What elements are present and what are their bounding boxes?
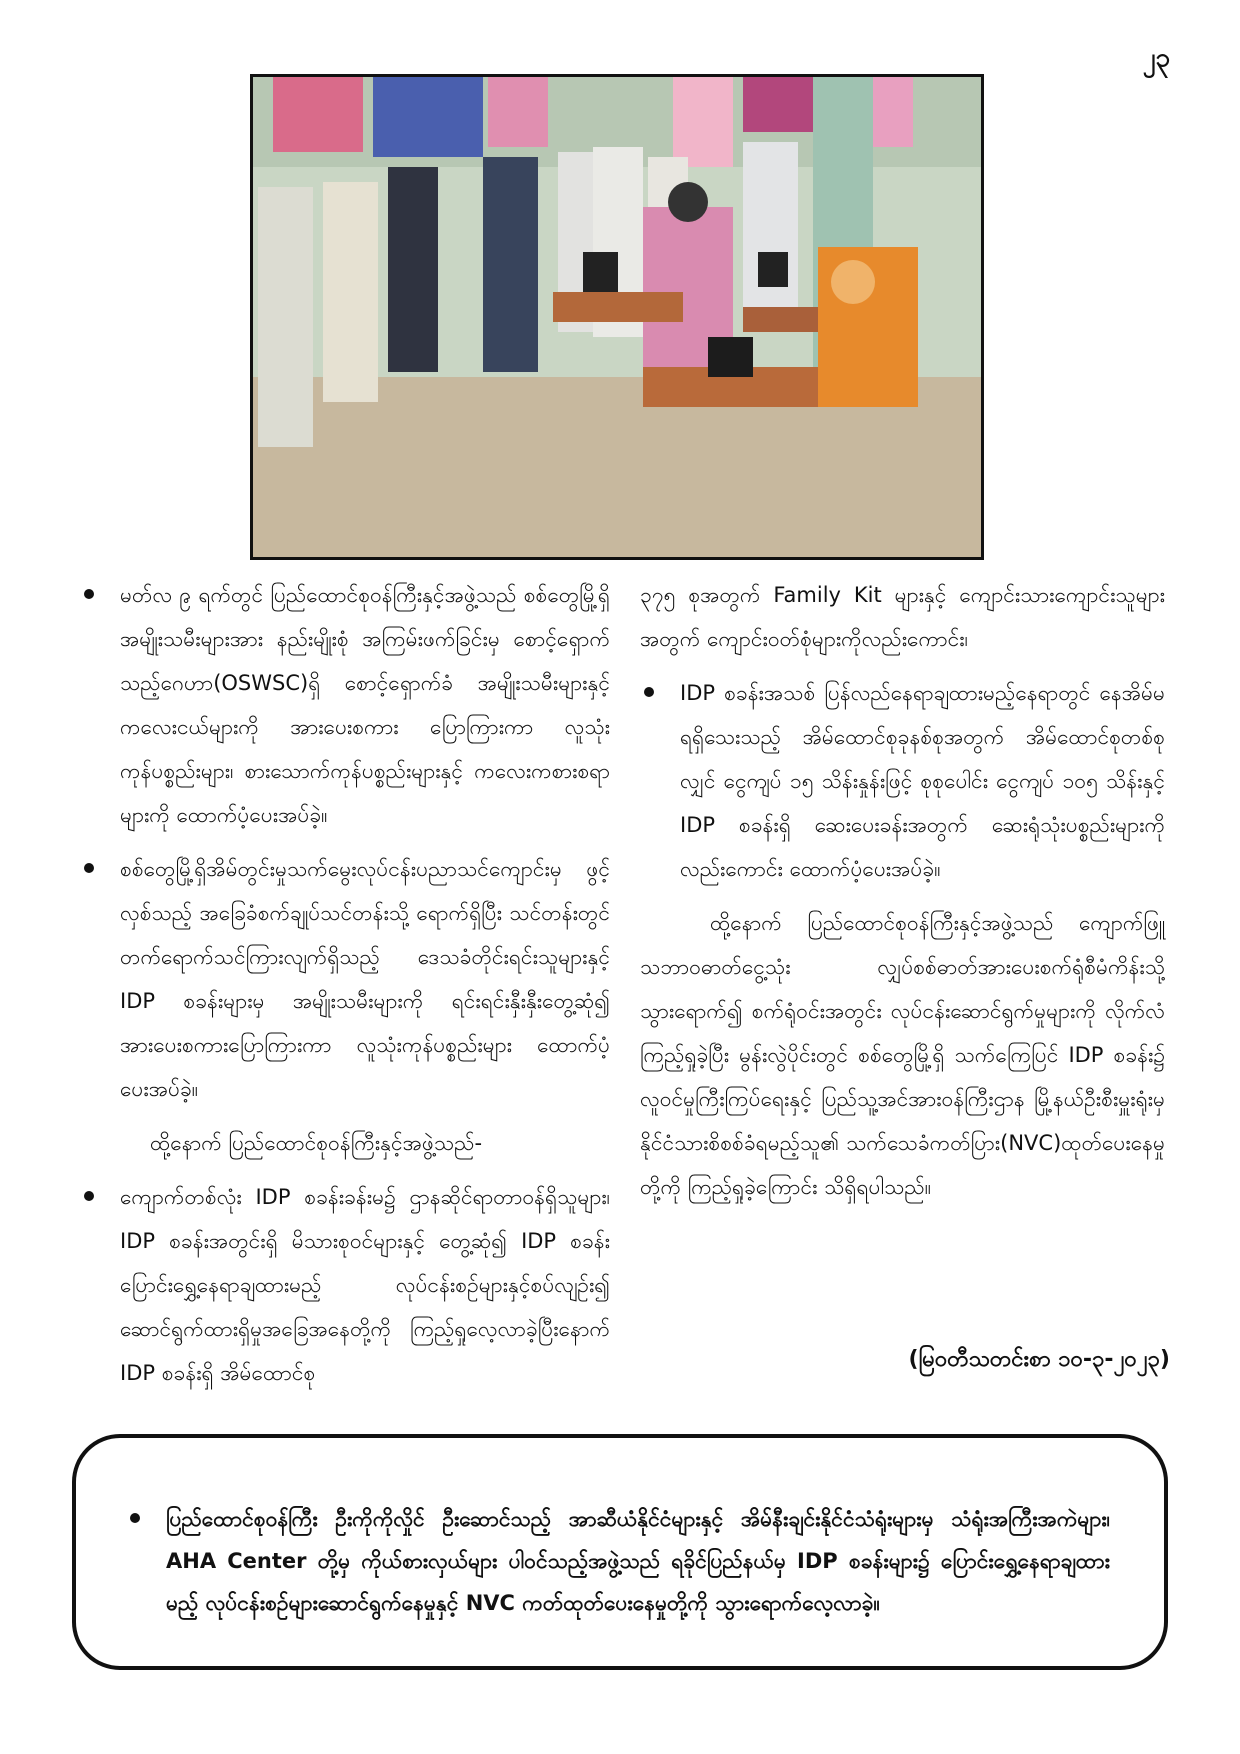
paragraph-power-plant: ထို့နောက် ပြည်ထောင်စုဝန်ကြီးနှင့်အဖွဲ့သည် ကျောက်ဖြူသဘာဝဓာတ်ငွေ့သုံး လျှပ်စစ်ဓာတ်အားပေးစက်ရုံစီမံကိန်းသို့သွားရောက်၍ စက်ရုံဝင်းအတွင်း လုပ်ငန်းဆောင်ရွက်မှုများကို လိုက်လံကြည့်ရှုခဲ့ပြီး မွန်းလွဲပိုင်းတွင် စစ်တွေမြို့ရှိ သက်ကြေပြင် IDP စခန်း၌ လူဝင်မှုကြီးကြပ်ရေးနှင့် ပြည်သူ့အင်အားဝန်ကြီးဌာန မြို့နယ်ဦးစီးမှူးရုံးမှ နိုင်ငံသားစိစစ်ခံရမည့်သူ၏ သက်သေခံကတ်ပြား(NVC)ထုတ်ပေးနေမှုတို့ကို ကြည့်ရှုခဲ့ကြောင်း သိရှိရပါသည်။	[640, 911, 1165, 1199]
photo-illustration	[253, 77, 981, 557]
bullet-item-oswsc-visit: မတ်လ ၉ ရက်တွင် ပြည်ထောင်စုဝန်ကြီးနှင့်အဖွဲ့သည် စစ်တွေမြို့ရှိ အမျိုးသမီးများအား နည်းမျိုးစုံ အကြမ်းဖက်ခြင်းမှ စောင့်ရှောက်သည့်ဂေဟာ(OSWSC)ရှိ စောင့်ရှောက်ခံ အမျိုးသမီးများနှင့် ကလေးငယ်များကို အားပေးစကား ပြောကြားကာ လူသုံးကုန်ပစ္စည်းများ၊ စားသောက်ကုန်ပစ္စည်းများနှင့် ကလေးကစားစရာများကို ထောက်ပံ့ပေးအပ်ခဲ့။	[80, 573, 610, 837]
paragraph-then: ထို့နောက် ပြည်ထောင်စုဝန်ကြီးနှင့်အဖွဲ့သည်-	[150, 1131, 483, 1155]
left-column	[80, 573, 610, 1405]
right-column	[640, 573, 1165, 1219]
bullet-item-new-idp-site: IDP စခန်းအသစ် ပြန်လည်နေရာချထားမည့်နေရာတွင် နေအိမ်မရရှိသေးသည့် အိမ်ထောင်စုခုနစ်စုအတွက် အိမ်ထောင်စုတစ်စုလျှင် ငွေကျပ် ၁၅ သိန်းနှုန်းဖြင့် စုစုပေါင်း ငွေကျပ် ၁၀၅ သိန်းနှင့် IDP စခန်းရှိ ဆေးပေးခန်းအတွက် ဆေးရုံသုံးပစ္စည်းများကိုလည်းကောင်း ထောက်ပံ့ပေးအပ်ခဲ့။	[640, 671, 1165, 891]
bullet-item-sewing-course: စစ်တွေမြို့ရှိအိမ်တွင်းမှုသက်မွေးလုပ်ငန်းပညာသင်ကျောင်းမှ ဖွင့်လှစ်သည့် အခြေခံစက်ချုပ်သင်တန်းသို့ ရောက်ရှိပြီး သင်တန်းတွင် တက်ရောက်သင်ကြားလျက်ရှိသည့် ဒေသခံတိုင်းရင်းသူများနှင့် IDP စခန်းများမှ အမျိုးသမီးများကို ရင်းရင်းနှီးနှီးတွေ့ဆုံ၍ အားပေးစကားပြောကြားကာ လူသုံးကုန်ပစ္စည်းများ ထောက်ပံ့ပေးအပ်ခဲ့။	[80, 847, 610, 1111]
source-citation: (မြဝတီသတင်းစာ ၁၀-၃-၂၀၂၃)	[908, 1347, 1170, 1372]
page-number: ၂၃	[1142, 43, 1170, 73]
bullet-item-idp-camp: ကျောက်တစ်လုံး IDP စခန်းခန်းမ၌ ဌာနဆိုင်ရာတာဝန်ရှိသူများ၊ IDP စခန်းအတွင်းရှိ မိသားစုဝင်များနှင့် တွေ့ဆုံ၍ IDP စခန်း ပြောင်းရွှေ့နေရာချထားမည့် လုပ်ငန်းစဉ်များနှင့်စပ်လျဉ်း၍ ဆောင်ရွက်ထားရှိမှုအခြေအနေတို့ကို ကြည့်ရှုလေ့လာခဲ့ပြီးနောက် IDP စခန်းရှိ အိမ်ထောင်စု	[80, 1175, 610, 1395]
callout-text: ပြည်ထောင်စုဝန်ကြီး ဦးကိုကိုလှိုင် ဦးဆောင်သည့် အာဆီယံနိုင်ငံများနှင့် အိမ်နီးချင်းနိုင်ငံသံရုံးများမှ သံရုံးအကြီးအကဲများ၊ AHA Center တို့မှ ကိုယ်စားလှယ်များ ပါဝင်သည့်အဖွဲ့သည် ရခိုင်ပြည်နယ်မှ IDP စခန်းများ၌ ပြောင်းရွှေ့နေရာချထားမည့် လုပ်ငန်းစဉ်များဆောင်ရွက်နေမှုနှင့် NVC ကတ်ထုတ်ပေးနေမှုတို့ကို သွားရောက်လေ့လာခဲ့။	[130, 1498, 1110, 1624]
continuation-text: ၃၇၅ စုအတွက် Family Kit များနှင့် ကျောင်းသားကျောင်းသူများအတွက် ကျောင်းဝတ်စုံများကိုလည်းကောင်း၊	[640, 583, 1165, 651]
summary-callout-box	[72, 1434, 1168, 1670]
photo-sewing-training	[250, 74, 984, 560]
